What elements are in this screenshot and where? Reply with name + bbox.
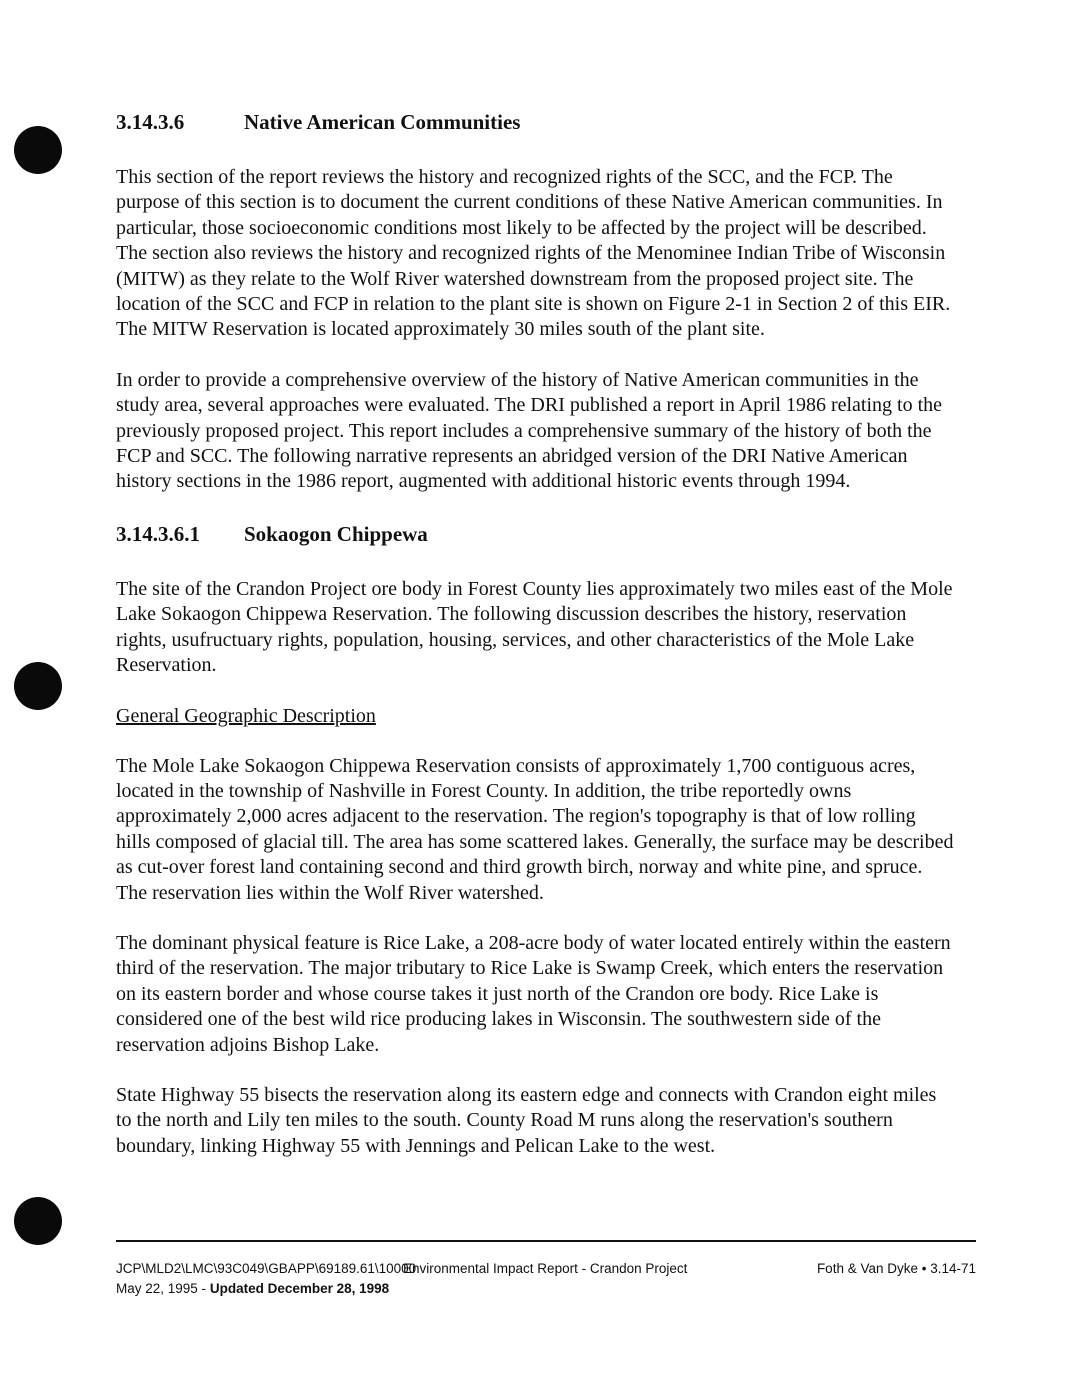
footer-date-updated: Updated December 28, 1998 [209, 1281, 390, 1296]
page-footer [116, 1259, 976, 1299]
footer-rule [116, 1240, 976, 1242]
paragraph: The dominant physical feature is Rice Lake, a 208-acre body of water located entirely within the eastern third of the reservation. The major tributary to Rice Lake is Swamp Creek, which enters the reservation on its eastern border and whose course takes it just north of the Crandon ore body. Rice Lake is considered one of the best wild rice producing lakes in Wisconsin. The southwestern side of the reservation adjoins Bishop Lake. [116, 931, 951, 1056]
section-number: 3.14.3.6 [116, 110, 185, 134]
punch-hole [14, 126, 62, 174]
subsection-title: Sokaogon Chippewa [244, 521, 428, 546]
footer-date-original: May 22, 1995 - [116, 1281, 207, 1296]
paragraph: The Mole Lake Sokaogon Chippewa Reservation consists of approximately 1,700 contiguous acres, located in the township of Nashville in Forest County. In addition, the tribe reportedly owns approximately 2,000 acres adjacent to the reservation. The region's topography is that of low rolling hills composed of glacial till. The area has some scattered lakes. Generally, the surface may be described as cut-over forest land containing second and third growth birch, norway and white pine, and spruce. The reservation lies within the Wolf River watershed. [116, 754, 954, 904]
paragraph: This section of the report reviews the history and recognized rights of the SCC, and the FCP. The purpose of this section is to document the current conditions of these Native American communities. In particular, those socioeconomic conditions most likely to be affected by the project will be described. The section also reviews the history and recognized rights of the Menominee Indian Tribe of Wisconsin (MITW) as they relate to the Wolf River watershed downstream from the proposed project site. The location of the SCC and FCP in relation to the plant site is shown on Figure 2-1 in Section 2 of this EIR. The MITW Reservation is located approximately 30 miles south of the plant site. [116, 166, 951, 341]
section-heading [116, 106, 954, 138]
footer-path: JCP\MLD2\LMC\93C049\GBAPP\69189.61\10000 [116, 1261, 417, 1276]
page-body [116, 106, 954, 1159]
punch-hole [14, 1197, 62, 1245]
paragraph: In order to provide a comprehensive overview of the history of Native American communities in the study area, several approaches were evaluated. The DRI published a report in April 1986 relating to the previously proposed project. This report includes a comprehensive summary of the history of both the FCP and SCC. The following narrative represents an abridged version of the DRI Native American history sections in the 1986 report, augmented with additional historic events through 1994. [116, 368, 943, 493]
section-title: Native American Communities [244, 110, 521, 134]
paragraph: The site of the Crandon Project ore body in Forest County lies approximately two miles east of the Mole Lake Sokaogon Chippewa Reservation. The following discussion describes the history, reservation rights, usufructuary rights, population, housing, services, and other characteristics of the Mole Lake Reservation. [116, 577, 953, 677]
footer-page-ref: Foth & Van Dyke • 3.14-71 [816, 1261, 976, 1276]
footer-doc-title: Environmental Impact Report - Crandon Project [403, 1261, 688, 1276]
subsection-number: 3.14.3.6.1 [116, 521, 200, 546]
footer-date [116, 1279, 976, 1299]
paragraph: State Highway 55 bisects the reservation along its eastern edge and connects with Crandon eight miles to the north and Lily ten miles to the south. County Road M runs along the reservation's southern boundary, linking Highway 55 with Jennings and Pelican Lake to the west. [116, 1083, 937, 1157]
punch-hole [14, 662, 62, 710]
subsection-heading [116, 518, 954, 550]
subheading: General Geographic Description [116, 704, 376, 727]
